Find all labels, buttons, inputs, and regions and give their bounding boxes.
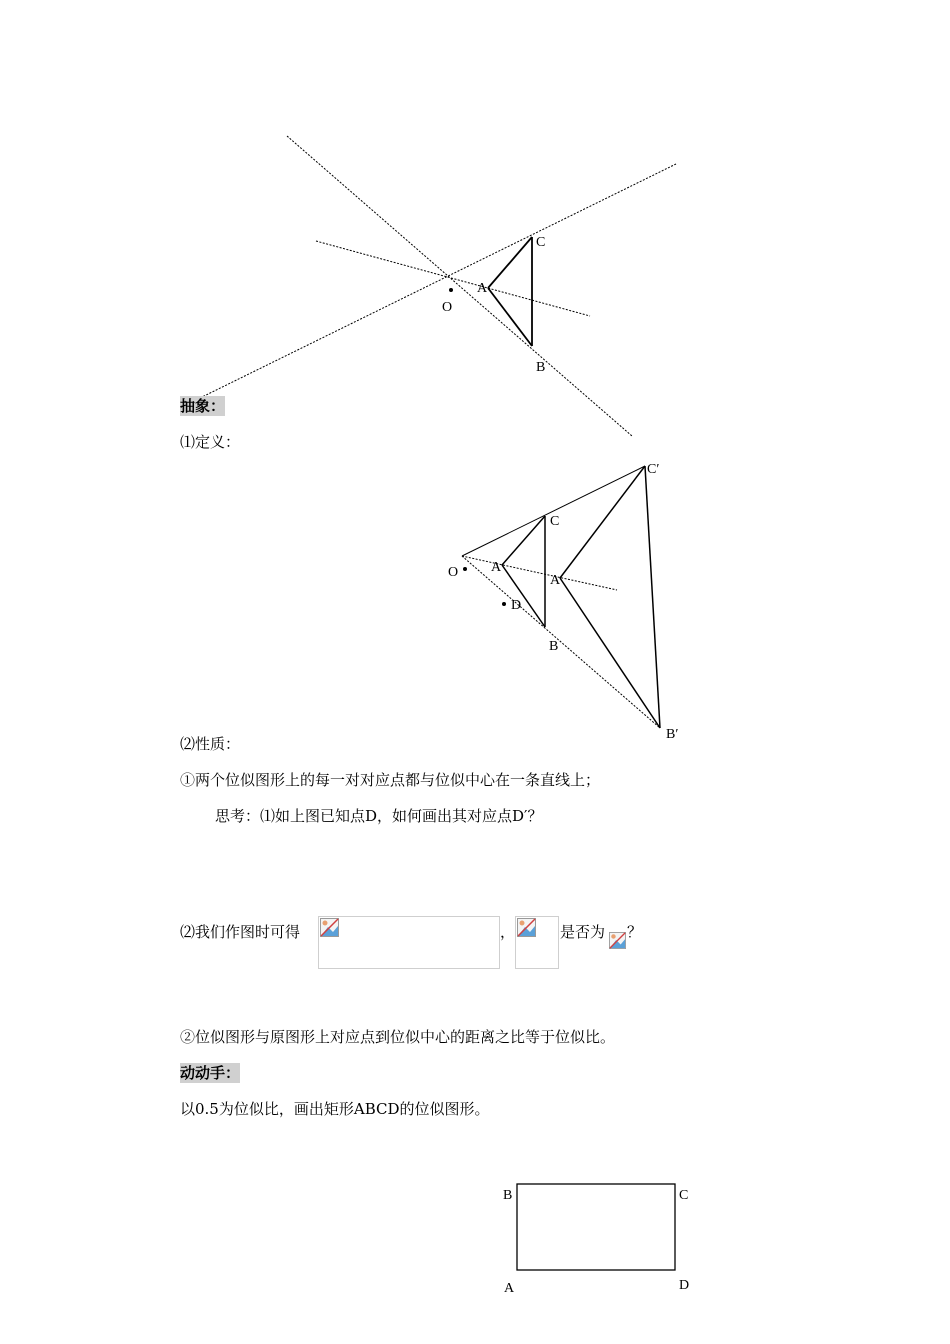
fig2-label-b-prime: B′ (666, 727, 679, 742)
think-question-2-prefix: ⑵我们作图时可得 (180, 923, 301, 941)
think-question-2-comma: ， (500, 923, 516, 941)
fig2-label-a2: A (550, 573, 561, 588)
property-line: ⑵性质： (180, 735, 241, 753)
fig2-label-a: A (491, 560, 502, 575)
fig3-label-c: C (679, 1188, 689, 1203)
think-question-2-middle: 是否为 (560, 923, 606, 941)
fig3-label-d: D (679, 1278, 690, 1293)
fig1-label-a: A (477, 281, 488, 296)
fig2-label-b: B (549, 639, 559, 654)
fig2-label-o: O (448, 565, 459, 580)
task-line: 以0.5为位似比，画出矩形ABCD的位似图形。 (180, 1100, 490, 1118)
think-question-2-end: ？ (627, 923, 643, 941)
hands-on-heading: 动动手： (180, 1064, 241, 1082)
definition-line: ⑴定义： (180, 433, 241, 451)
fig3-label-a: A (504, 1281, 515, 1296)
rectangle-abcd (517, 1184, 675, 1270)
fig2-label-c: C (550, 514, 560, 529)
property-1: ①两个位似图形上的每一对对应点都与位似中心在一条直线上； (180, 771, 601, 789)
fig1-label-b: B (536, 360, 546, 375)
property-2: ②位似图形与原图形上对应点到位似中心的距离之比等于位似比。 (180, 1028, 616, 1046)
fig2-label-c-prime: C′ (647, 462, 660, 477)
think-question-1: 思考：⑴如上图已知点D，如何画出其对应点D′？ (215, 807, 543, 825)
abstract-heading: 抽象： (180, 397, 226, 415)
fig1-label-c: C (536, 235, 546, 250)
fig2-label-d: D (511, 598, 522, 613)
fig1-label-o: O (442, 300, 453, 315)
fig3-label-b: B (503, 1188, 513, 1203)
